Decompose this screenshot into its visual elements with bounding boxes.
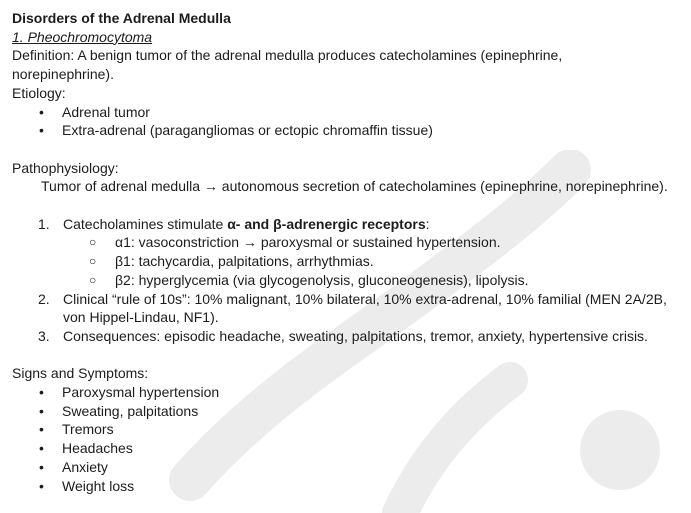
bullet-marker: • bbox=[39, 122, 44, 139]
bullet-marker: • bbox=[39, 384, 44, 401]
numbered-item-2-continued bbox=[12, 308, 688, 327]
document-title: Disorders of the Adrenal Medulla bbox=[12, 10, 231, 26]
signs-item-text: Weight loss bbox=[62, 477, 135, 494]
etiology-item-text: Extra-adrenal (paragangliomas or ectopic chromaffin tissue) bbox=[62, 122, 433, 139]
etiology-item-text: Adrenal tumor bbox=[62, 103, 150, 120]
signs-heading: Signs and Symptoms: bbox=[12, 365, 149, 382]
sub-item bbox=[12, 271, 688, 290]
numbered-item-text: Consequences: episodic headache, sweating, palpitations, tremor, anxiety, hypertensive crisis. bbox=[63, 327, 648, 344]
etiology-item bbox=[12, 103, 688, 122]
pathophysiology-heading: Pathophysiology: bbox=[12, 159, 119, 176]
numbered-item-text: von Hippel-Lindau, NF1). bbox=[63, 309, 219, 326]
numbered-item-prefix: Catecholamines stimulate bbox=[63, 215, 228, 232]
numbered-item-1 bbox=[12, 215, 688, 234]
bullet-marker: • bbox=[39, 440, 44, 457]
bullet-marker: • bbox=[39, 477, 44, 494]
number-marker: 1. bbox=[38, 215, 50, 232]
signs-item-text: Headaches bbox=[62, 440, 133, 457]
bullet-marker: • bbox=[39, 458, 44, 475]
number-marker: 3. bbox=[38, 327, 50, 344]
sub-bullet-marker: ○ bbox=[89, 235, 97, 250]
document-page bbox=[12, 9, 688, 495]
numbered-item-text: Clinical “rule of 10s”: 10% malignant, 10% bilateral, 10% extra-adrenal, 10% familial (MEN 2A/2B, bbox=[63, 290, 667, 307]
signs-item bbox=[12, 383, 688, 402]
signs-item bbox=[12, 458, 688, 477]
sub-item-text: β1: tachycardia, palpitations, arrhythmias. bbox=[115, 253, 374, 270]
sub-bullet-marker: ○ bbox=[89, 272, 97, 287]
etiology-heading: Etiology: bbox=[12, 84, 66, 101]
bullet-marker: • bbox=[39, 103, 44, 120]
definition-line-1: Definition: A benign tumor of the adrenal medulla produces catecholamines (epinephrine, bbox=[12, 47, 563, 64]
definition-line-2: norepinephrine). bbox=[12, 66, 114, 83]
numbered-item-2 bbox=[12, 290, 688, 309]
signs-item bbox=[12, 439, 688, 458]
signs-item-text: Paroxysmal hypertension bbox=[62, 384, 220, 401]
signs-item bbox=[12, 420, 688, 439]
etiology-item bbox=[12, 121, 688, 140]
pathophysiology-text: Tumor of adrenal medulla → autonomous secretion of catecholamines (epinephrine, norepinephrine). bbox=[41, 178, 668, 195]
numbered-item-3 bbox=[12, 327, 688, 346]
sub-item-text: α1: vasoconstriction → paroxysmal or sustained hypertension. bbox=[115, 234, 501, 251]
number-marker: 2. bbox=[38, 290, 50, 307]
signs-item-text: Tremors bbox=[62, 421, 114, 438]
signs-item-text: Sweating, palpitations bbox=[62, 402, 199, 419]
numbered-item-bold: α- and β-adrenergic receptors bbox=[227, 215, 426, 232]
signs-item-text: Anxiety bbox=[62, 458, 108, 475]
sub-item bbox=[12, 233, 688, 252]
signs-item bbox=[12, 477, 688, 496]
bullet-marker: • bbox=[39, 402, 44, 419]
sub-item-text: β2: hyperglycemia (via glycogenolysis, gluconeogenesis), lipolysis. bbox=[115, 271, 529, 288]
sub-bullet-marker: ○ bbox=[89, 254, 97, 269]
document-subtitle: 1. Pheochromocytoma bbox=[12, 28, 153, 45]
signs-item bbox=[12, 402, 688, 421]
numbered-item-suffix: : bbox=[425, 215, 430, 232]
sub-item bbox=[12, 252, 688, 271]
bullet-marker: • bbox=[39, 421, 44, 438]
